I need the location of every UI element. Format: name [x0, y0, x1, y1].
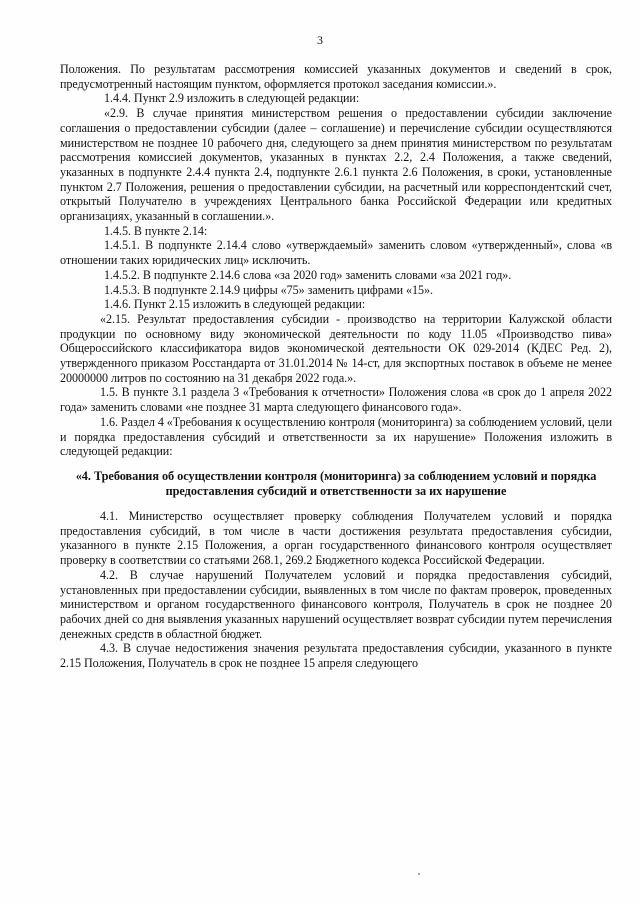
paragraph-1-4-4: 1.4.4. Пункт 2.9 изложить в следующей редакции: [104, 91, 360, 106]
paragraph-4-2: 4.2. В случае нарушений Получателем условий и порядка предоставления субсидий, установленных при предоставлении субсидии, выявленных в том числе по фактам проверок, проведенных министерством и органом государственного финансового контроля, Получатель в срок не позднее 20 рабочих дней со дня выявления указанных нарушений осуществляет возврат субсидии путем перечисления денежных средств в областной бюджет. [60, 567, 612, 641]
page-number: 3 [317, 33, 323, 47]
section-4-heading: «4. Требования об осуществлении контроля (мониторинга) за соблюдением условий и порядка предоставления субсидий и ответственности за их нарушение [75, 468, 597, 498]
paragraph-4-1: 4.1. Министерство осуществляет проверку соблюдения Получателем условий и порядка предоставления субсидий, в том числе в части достижения результата предоставления субсидии, указанного в пункте 2.15 Положения, а орган государственного финансового контроля осуществляет проверку в соответствии со статьями 268.1, 269.2 Бюджетного кодекса Российской Федерации. [60, 508, 612, 568]
paragraph-1-6: 1.6. Раздел 4 «Требования к осуществлению контроля (мониторинга) за соблюдением условий, цели и порядка предоставления субсидий и ответственности за их нарушение» Положения изложить в следующей редакции: [60, 414, 612, 459]
paragraph-4-3: 4.3. В случае недостижения значения результата предоставления субсидии, указанного в пункте 2.15 Положения, Получатель в срок не позднее 15 апреля следующего [60, 641, 612, 671]
document-body [60, 62, 612, 671]
paragraph-1-4-6: 1.4.6. Пункт 2.15 изложить в следующей редакции: [104, 297, 366, 312]
paragraph-1-4-5-2: 1.4.5.2. В подпункте 2.14.6 слова «за 2020 год» заменить словами «за 2021 год». [104, 267, 512, 282]
paragraph-1-4-5-3: 1.4.5.3. В подпункте 2.14.9 цифры «75» заменить цифрами «15». [104, 282, 433, 297]
paragraph-continuation: Положения. По результатам рассмотрения комиссией указанных документов и сведений в срок, предусмотренный настоящим пунктом, оформляется протокол заседания комиссии.». [60, 62, 612, 91]
paragraph-1-5: 1.5. В пункте 3.1 раздела 3 «Требования к отчетности» Положения слова «в срок до 1 апреля 2022 года» заменить словами «не позднее 31 марта следующего финансового года». [60, 385, 612, 415]
paragraph-1-4-5-1: 1.4.5.1. В подпункте 2.14.4 слово «утверждаемый» заменить словом «утвержденный», слова «в отношении таких юридических лиц» исключить. [60, 238, 612, 268]
paragraph-2-15: «2.15. Результат предоставления субсидии - производство на территории Калужской области продукции по основному виду экономической деятельности по коду 11.05 «Производство пива» Общероссийского классификатора видов экономической деятельности ОК 029-2014 (КДЕС Ред. 2), утвержденного приказом Росстандарта от 31.01.2014 № 14-ст, для экспортных поставок в объеме не менее 20000000 литров по состоянию на 31 декабря 2022 года.». [60, 311, 612, 385]
scan-speck [418, 873, 420, 875]
paragraph-1-4-5: 1.4.5. В пункте 2.14: [104, 223, 208, 238]
paragraph-2-9: «2.9. В случае принятия министерством решения о предоставлении субсидии заключение соглашения о предоставлении субсидии (далее – соглашение) и перечисление субсидии осуществляются министерством не позднее 10 рабочего дня, следующего за днем принятия министерством по результатам рассмотрения комиссией документов, указанных в пунктах 2.2, 2.4 Положения, а также сведений, указанных в подпункте 2.4.4 пункта 2.4, подпункте 2.6.1 пункта 2.6 Положения, в сроки, установленные пунктом 2.7 Положения, решения о предоставлении субсидии, на расчетный или корреспондентский счет, открытый Получателю в учреждениях Центрального банка Российской Федерации или кредитных организациях, указанный в соглашении.». [60, 106, 612, 224]
